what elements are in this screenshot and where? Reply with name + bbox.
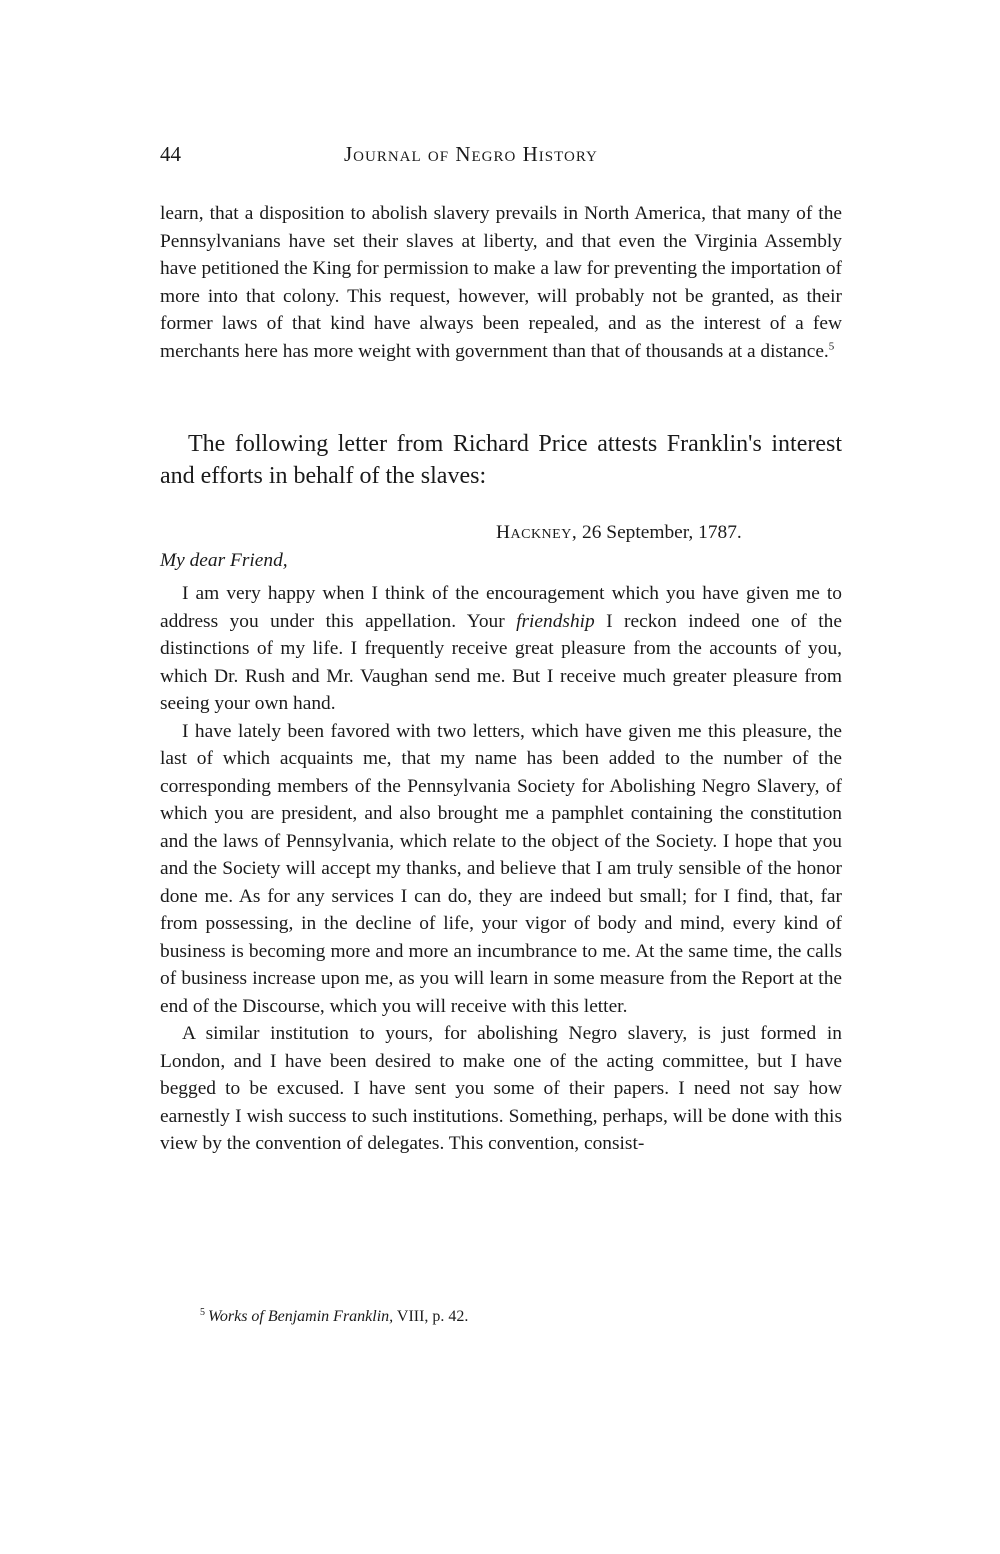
letter-p1-after: I reckon indeed one of the distinctions of my life. I frequently receive great pleasure from the accounts of you, which Dr. Rush and Mr. Vaughan send me. But I receive much greater pleasure from seeing your own hand. — [160, 610, 842, 714]
letter-place: Hackney, — [496, 522, 578, 543]
letter-salutation: My dear Friend, — [160, 550, 288, 571]
letter-date: 26 September, 1787. — [582, 522, 742, 543]
page-number: 44 — [160, 142, 181, 166]
letter-p1-before: I am very happy when I think of the encouragement which you have given me to address you under this appellation. Your — [160, 583, 842, 632]
intro-paragraph: The following letter from Richard Price attests Franklin's interest and efforts in behalf of the slaves: — [160, 431, 842, 489]
letter-paragraph-3: A similar institution to yours, for abolishing Negro slavery, is just formed in London, and I have been desired to make one of the acting committee, but I have begged to be excused. I have sent you some of their papers. I need not say how earnestly I wish success to such institutions. Something, perhaps, will be done with this view by the convention of delegates. This convention, consist- — [160, 1023, 842, 1154]
footnote-title: Works of Benjamin Franklin, — [208, 1308, 394, 1325]
page-header — [160, 142, 842, 176]
letter-body — [160, 580, 842, 1158]
footnote-number: 5 — [200, 1306, 205, 1318]
opening-paragraph-block — [160, 200, 842, 365]
opening-paragraph-text: learn, that a disposition to abolish slavery prevails in North America, that many of the Pennsylvanians have set their slaves at liberty, and that even the Virginia Assembly have petitioned the King for permission to make a law for preventing the importation of more into that colony. This request, however, will probably not be granted, as their former laws of that kind have always been repealed, and as the interest of a few merchants here has more weight with government than that of thousands at a distance. — [160, 203, 842, 362]
letter-paragraph-2: I have lately been favored with two letters, which have given me this pleasure, the last of which acquaints me, that my name has been added to the number of the corresponding members of the Pennsylvania Society for Abolishing Negro Slavery, of which you are president, and also brought me a pamphlet containing the constitution and the laws of Pennsylvania, which relate to the object of the Society. I hope that you and the Society will accept my thanks, and believe that I am truly sensible of the honor done me. As for any services I can do, they are indeed but small; for I find, that, far from possessing, in the decline of life, your vigor of body and mind, every kind of business is becoming more and more an incumbrance to me. At the same time, the calls of business increase upon me, as you will learn in some measure from the Report at the end of the Discourse, which you will receive with this letter. — [160, 720, 842, 1017]
footnote — [200, 1308, 468, 1326]
letter-paragraph-1 — [160, 580, 842, 718]
footnote-citation: VIII, p. 42. — [396, 1308, 469, 1325]
letter-p1-emphasis: friendship — [516, 610, 595, 632]
opening-paragraph — [160, 200, 842, 365]
running-head: Journal of Negro History — [344, 142, 598, 166]
footnote-reference: 5 — [828, 340, 835, 353]
letter-dateline — [496, 522, 742, 544]
intro-paragraph-block — [160, 428, 842, 492]
